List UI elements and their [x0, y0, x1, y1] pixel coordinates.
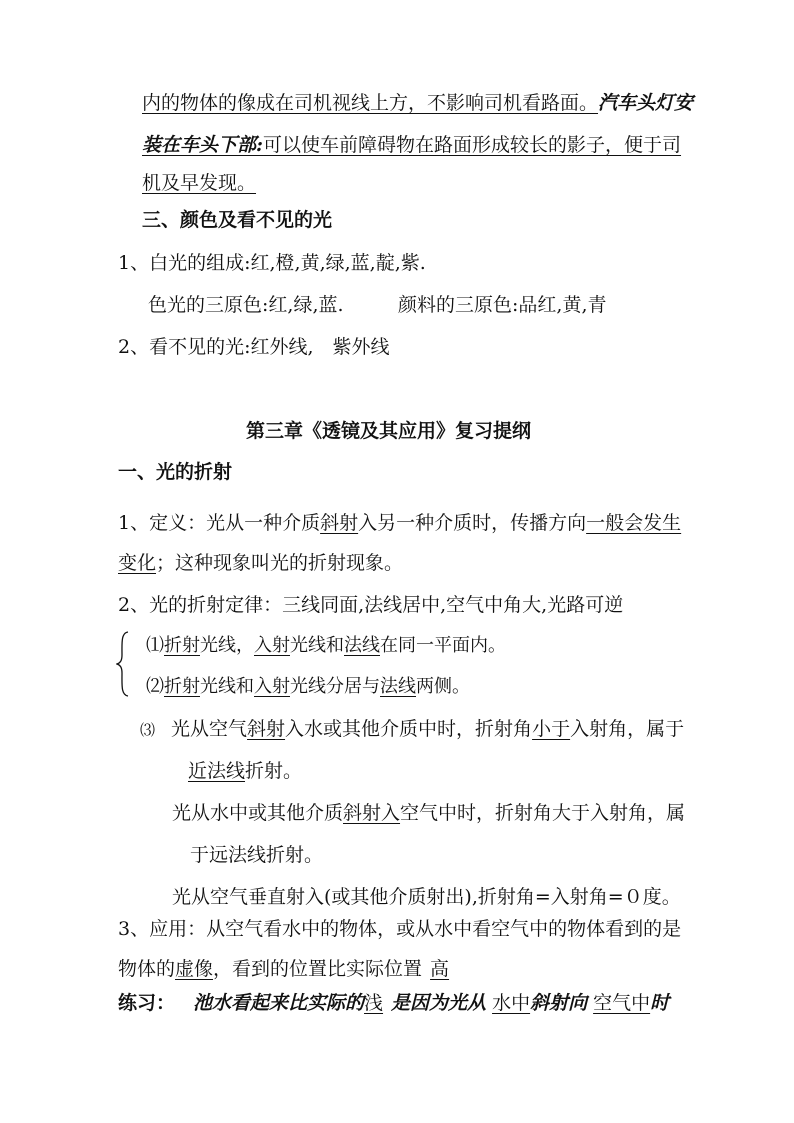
application-line-2: 物体的虚像，看到的位置比实际位置 高 [118, 958, 450, 980]
primary-colors-pigment: 颜料的三原色:品红,黄,青 [398, 294, 607, 316]
definition-line-1: 1、定义：光从一种介质斜射入另一种介质时，传播方向一般会发生 [118, 512, 682, 534]
exercise-line: 练习： 池水看起来比实际的浅 是因为光从 水中斜射向 空气中时 [118, 992, 670, 1014]
para-line-2: 装在车头下部:可以使车前障碍物在路面形成较长的影子，便于司 [142, 134, 682, 156]
curly-brace-icon [116, 631, 130, 697]
refraction-law: 2、光的折射定律：三线同面,法线居中,空气中角大,光路可逆 [118, 594, 624, 616]
para-line-1: 内的物体的像成在司机视线上方，不影响司机看路面。汽车头灯安 [142, 92, 694, 114]
rule-4-line-1: 光从水中或其他介质斜射入空气中时，折射角大于入射角，属 [172, 802, 686, 824]
application-line-1: 3、应用：从空气看水中的物体，或从水中看空气中的物体看到的是 [118, 918, 682, 940]
definition-line-2: 变化；这种现象叫光的折射现象。 [118, 552, 404, 574]
section-heading-colors: 三、颜色及看不见的光 [142, 209, 333, 231]
section-heading-refraction: 一、光的折射 [118, 461, 233, 483]
list-item-white-light: 1、白光的组成:红,橙,黄,绿,蓝,靛,紫. [118, 252, 426, 274]
chapter-title: 第三章《透镜及其应用》复习提纲 [246, 420, 532, 442]
rule-4-line-2: 于远法线折射。 [190, 844, 324, 866]
primary-colors-light: 色光的三原色:红,绿,蓝. [148, 294, 344, 316]
rule-3-line-2: 近法线折射。 [188, 760, 303, 782]
rule-2: ⑵折射光线和入射光线分居与法线两侧。 [146, 676, 470, 697]
rule-1: ⑴折射光线，入射光线和法线在同一平面内。 [146, 635, 506, 656]
rule-3-line-1: ⑶ 光从空气斜射入水或其他介质中时，折射角小于入射角，属于 [140, 718, 685, 740]
rule-5: 光从空气垂直射入(或其他介质射出),折射角=入射角=０度。 [172, 886, 681, 908]
para-line-3: 机及早发现。 [142, 172, 257, 194]
list-item-invisible-light: 2、看不见的光:红外线, 紫外线 [118, 336, 390, 358]
